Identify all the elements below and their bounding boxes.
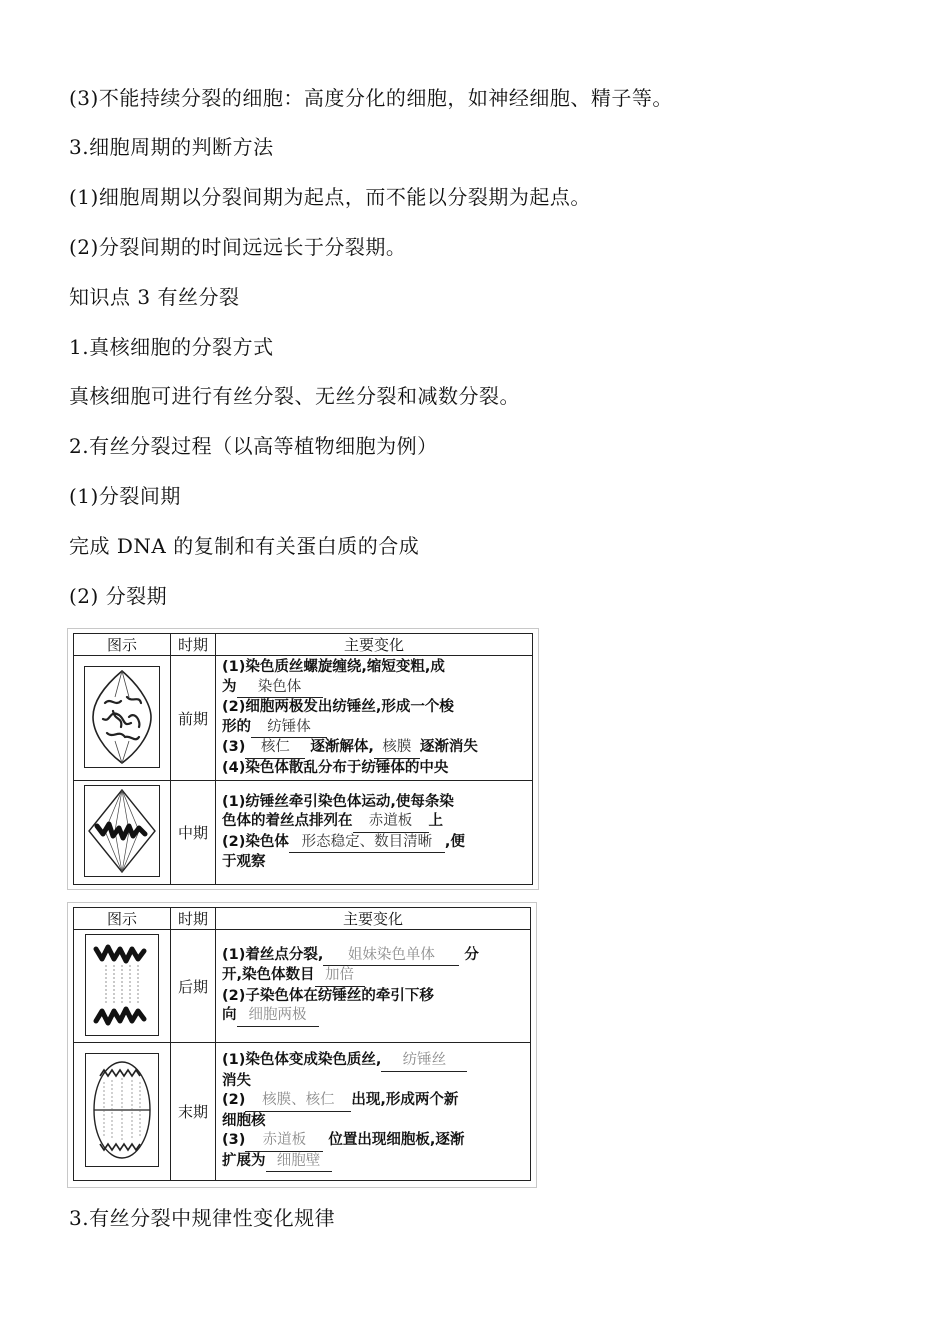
heading-interphase: (1)分裂间期: [69, 484, 181, 508]
answer-doubled: 加倍: [315, 966, 365, 987]
anaphase-line-1: [222, 946, 524, 967]
answer-nuclear-membrane: 核膜: [374, 738, 420, 759]
metaphase-line-2-suffix: 上: [428, 813, 443, 829]
telophase-line-5-prefix: (3): [222, 1132, 246, 1149]
prophase-line-2: [222, 678, 526, 699]
heading-mitosis-process: 2.有丝分裂过程（以高等植物细胞为例）: [69, 434, 438, 458]
metaphase-figure: [74, 781, 171, 885]
telophase-changes: [216, 1043, 531, 1181]
answer-stable-form: 形态稳定、数目清晰: [289, 833, 445, 854]
prophase-line-4-prefix: 形的: [222, 718, 251, 735]
paragraph-cycle-start: (1)细胞周期以分裂间期为起点，而不能以分裂期为起点。: [69, 185, 591, 209]
metaphase-cell-icon: [85, 786, 159, 876]
telophase-cell-icon: [86, 1054, 158, 1166]
telophase-line-3-suffix: 出现,形成两个新: [351, 1092, 459, 1109]
answer-sister-chromatids: 姐妹染色单体: [323, 946, 459, 967]
answer-chromosome: 染色体: [237, 678, 323, 699]
paragraph-non-dividing-cells: (3)不能持续分裂的细胞：高度分化的细胞，如神经细胞、精子等。: [69, 86, 673, 110]
header-change: 主要变化: [216, 634, 533, 656]
telophase-line-6: [222, 1152, 524, 1173]
stage-anaphase: 后期: [171, 930, 216, 1043]
header-period: 时期: [171, 634, 216, 656]
metaphase-line-2-prefix: 色体的着丝点排列在: [222, 813, 353, 829]
telophase-line-5: [222, 1131, 524, 1152]
prophase-line-6: (4)染色体散乱分布于纺锤体的中央: [222, 759, 449, 776]
header-period-2: 时期: [171, 908, 216, 930]
prophase-line-5-mid: 逐渐解体,: [310, 739, 374, 755]
prophase-changes: [216, 656, 533, 781]
anaphase-line-3: (2)子染色体在纺锤丝的牵引下移: [222, 987, 434, 1004]
mitosis-table-2: [67, 902, 537, 1188]
stage-prophase: 前期: [171, 656, 216, 781]
heading-division-phase: (2) 分裂期: [69, 584, 168, 608]
prophase-line-1: (1)染色质丝螺旋缠绕,缩短变粗,成: [222, 659, 445, 675]
mitosis-table-1: [67, 628, 539, 890]
metaphase-changes: [216, 781, 533, 885]
anaphase-line-1-prefix: (1)着丝点分裂,: [222, 946, 324, 963]
anaphase-changes: [216, 930, 531, 1043]
telophase-line-4: 细胞核: [222, 1112, 266, 1129]
answer-cell-wall: 细胞壁: [266, 1152, 332, 1173]
answer-spindle: 纺锤体: [251, 718, 327, 739]
telophase-line-6-prefix: 扩展为: [222, 1152, 266, 1169]
answer-equatorial-plate: 赤道板: [353, 812, 429, 833]
metaphase-line-3-suffix: ,便: [444, 833, 465, 850]
anaphase-line-2: [222, 966, 524, 987]
telophase-line-5-suffix: 位置出现细胞板,逐渐: [328, 1132, 465, 1149]
header-figure: 图示: [74, 634, 171, 656]
anaphase-cell-icon: [86, 935, 158, 1035]
telophase-line-3-prefix: (2): [222, 1092, 246, 1109]
prophase-line-3: (2)细胞两极发出纺锤丝,形成一个梭: [222, 699, 454, 715]
header-change-2: 主要变化: [216, 908, 531, 930]
stage-metaphase: 中期: [171, 781, 216, 885]
prophase-line-5-suffix: 逐渐消失: [419, 739, 478, 755]
metaphase-line-1: (1)纺锤丝牵引染色体运动,使每条染: [222, 793, 454, 810]
heading-division-methods: 1.真核细胞的分裂方式: [69, 335, 274, 359]
anaphase-line-2-prefix: 开,染色体数目: [222, 967, 315, 984]
metaphase-line-3-prefix: (2)染色体: [222, 833, 289, 850]
answer-membrane-nucleolus: 核膜、核仁: [245, 1091, 351, 1112]
heading-mitosis-patterns: 3.有丝分裂中规律性变化规律: [69, 1206, 336, 1230]
anaphase-line-4: [222, 1006, 524, 1027]
prophase-line-4: [222, 718, 526, 739]
answer-equatorial-plate-2: 赤道板: [245, 1131, 323, 1152]
telophase-line-1-prefix: (1)染色体变成染色质丝,: [222, 1052, 382, 1069]
heading-knowledge-point-3: 知识点 3 有丝分裂: [69, 285, 240, 309]
anaphase-figure: [74, 930, 171, 1043]
paragraph-interphase-content: 完成 DNA 的复制和有关蛋白质的合成: [69, 534, 420, 558]
prophase-line-2-prefix: 为: [222, 678, 237, 695]
prophase-figure: [74, 656, 171, 781]
header-figure-2: 图示: [74, 908, 171, 930]
anaphase-line-1-suffix: 分: [464, 946, 479, 963]
telophase-figure: [74, 1043, 171, 1181]
answer-cell-poles: 细胞两极: [237, 1006, 319, 1027]
paragraph-interphase-length: (2)分裂间期的时间远远长于分裂期。: [69, 235, 407, 259]
paragraph-division-types: 真核细胞可进行有丝分裂、无丝分裂和减数分裂。: [69, 384, 520, 408]
telophase-line-2: 消失: [222, 1072, 251, 1089]
telophase-line-3: [222, 1091, 524, 1112]
metaphase-line-3: [222, 833, 526, 854]
prophase-line-5: [222, 738, 526, 759]
metaphase-line-2: [222, 812, 526, 833]
anaphase-line-4-prefix: 向: [222, 1007, 237, 1024]
prophase-cell-icon: [85, 667, 159, 767]
telophase-line-1: [222, 1051, 524, 1072]
metaphase-line-4: 于观察: [222, 854, 266, 870]
stage-telophase: 末期: [171, 1043, 216, 1181]
heading-cell-cycle-judgment: 3.细胞周期的判断方法: [69, 135, 274, 159]
prophase-line-5-prefix: (3): [222, 739, 246, 755]
answer-nucleolus: 核仁: [245, 738, 305, 759]
answer-spindle-fibers: 纺锤丝: [381, 1051, 467, 1072]
